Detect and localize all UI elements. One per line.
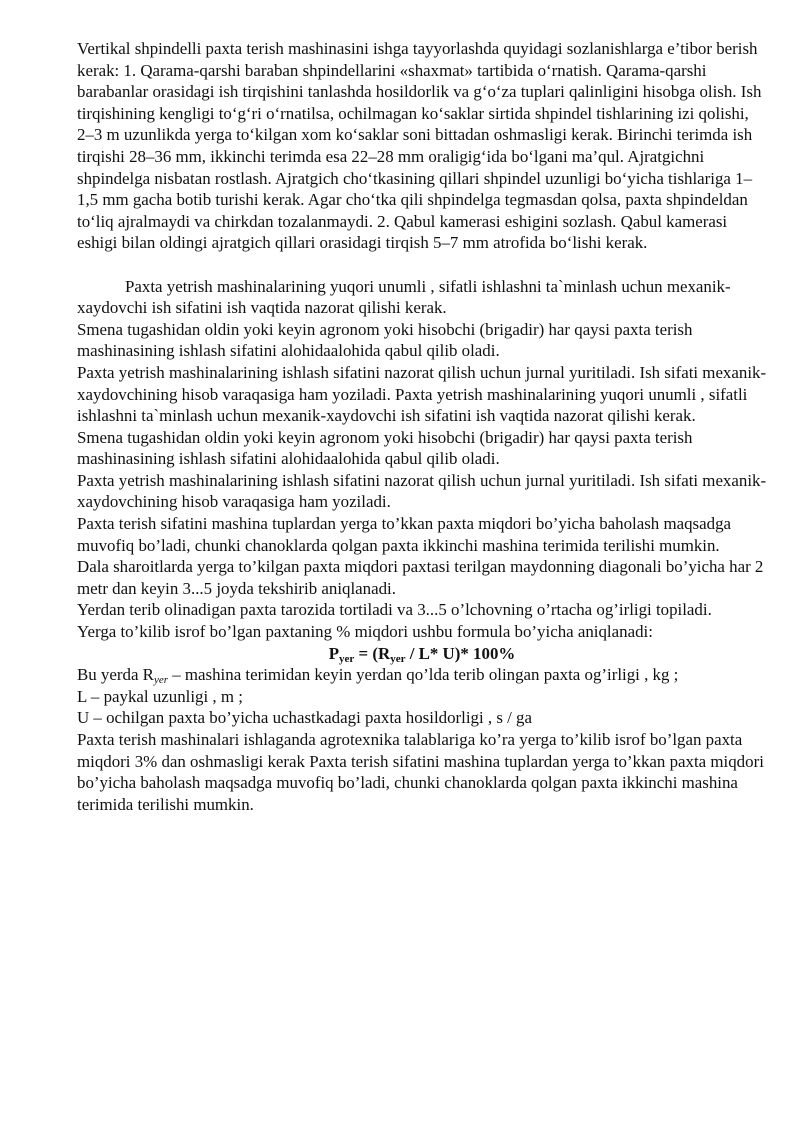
definition-r: Bu yerda $R_{yer}$ – mashina terimidan keyin yerdan qo’lda terib olingan paxta og’irligi , kg ; bbox=[77, 665, 679, 687]
paragraph-picking-quality: Paxta terish sifatini mashina tuplardan yerga to’kkan paxta miqdori bo’yicha baholash maqsadga muvofiq bo’ladi, chunki chanoklarda qolgan paxta ikkinchi mashina terimida terilishi mumkin. bbox=[77, 514, 732, 555]
formula-lhs-subscript: yer bbox=[339, 652, 355, 665]
document-page bbox=[77, 38, 767, 815]
formula-lhs: P bbox=[328, 643, 340, 663]
definition-r-symbol: R bbox=[142, 665, 154, 685]
definition-r-subscript: yer bbox=[153, 674, 168, 687]
paragraph-gap bbox=[77, 254, 767, 276]
definition-l: L – paykal uzunligi , m ; bbox=[77, 686, 243, 706]
definition-u: U – ochilgan paxta bo’yicha uchastkadagi paxta hosildorligi , s / ga bbox=[77, 708, 532, 728]
paragraph-weighing: Yerdan terib olinadigan paxta tarozida tortiladi va 3...5 o’lchovning o’rtacha og’irligi topiladi. bbox=[77, 600, 712, 620]
definition-r-text: – mashina terimidan keyin yerdan qo’lda terib olingan paxta og’irligi , kg ; bbox=[172, 665, 679, 685]
paragraph-journal: Paxta yetrish mashinalarining ishlash sifatini nazorat qilish uchun jurnal yuritiladi. Ish sifati mexanik-xaydovchining hisob varaqasiga ham yoziladi. Paxta yetrish mashinalarining yuqori unumli , sifatli ishlashni ta`minlash uchun mexanik-xaydovchi ish sifatini ish vaqtida nazorat qilishi kerak. bbox=[77, 362, 767, 426]
paragraph-shift-acceptance: Smena tugashidan oldin yoki keyin agronom yoki hisobchi (brigadir) har qaysi paxta terish mashinasining ishlash sifatini alohidaalohida qabul qilib oladi. bbox=[77, 319, 693, 361]
paragraph-formula-intro: Yerga to’kilib isrof bo’lgan paxtaning % miqdori ushbu formula bo’yicha aniqlanadi: bbox=[77, 622, 653, 642]
paragraph-field-check: Dala sharoitlarda yerga to’kilgan paxta miqdori paxtasi terilgan maydonning diagonali bo’yicha har 2 metr dan keyin 3...5 joyda tekshirib aniqlanadi. bbox=[77, 557, 764, 598]
intro-paragraph: Vertikal shpindelli paxta terish mashinasini ishga tayyorlashda quyidagi sozlanishlarga e’tibor berish kerak: 1. Qarama-qarshi baraban shpindellarini «shaxmat» tartibida o‘rnatish. Qarama-qarshi barabanlar orasidagi ish tirqishini tanlashda hosildorlik va g‘o‘za tuplari qalinligini hisobga olish. Ish tirqishining kengligi to‘g‘ri o‘rnatilsa, ochilmagan ko‘saklar sirtida shpindel tishlarining izi qolishi, 2–3 m uzunlikda yerga to‘kilgan xom ko‘saklar soni bittadan oshmasligi kerak. Birinchi terimda ish tirqishi 28–36 mm, ikkinchi terimda esa 22–28 mm oraligig‘ida bo‘lgani ma’qul. Ajratgichni shpindelga nisbatan rostlash. Ajratgich cho‘tkasining qillari shpindel uzunligi bo‘yicha tishlariga 1–1,5 mm gacha botib turishi kerak. Agar cho‘tka qili shpindelga tegmasdan qolsa, paxta shpindeldan to‘liq ajralmaydi va chirkdan tozalanmaydi. 2. Qabul kamerasi eshigini sozlash. Qabul kamerasi eshigi bilan oldingi ajratgich qillari orasidagi tirqish 5–7 mm atrofida bo‘lishi kerak. bbox=[77, 39, 762, 253]
formula-rhs-subscript: yer bbox=[390, 652, 406, 665]
formula-open: = (R bbox=[354, 643, 391, 663]
closing-paragraph: Paxta terish mashinalari ishlaganda agrotexnika talablariga ko’ra yerga to’kilib isrof bo’lgan paxta miqdori 3% dan oshmasligi kerak Paxta terish sifatini mashina tuplardan yerga to’kkan paxta miqdori bo’yicha baholash maqsadga muvofiq bo’ladi, chunki chanoklarda qolgan paxta ikkinchi mashina terimida terilishi mumkin. bbox=[77, 730, 764, 814]
paragraph-shift-acceptance-repeat: Smena tugashidan oldin yoki keyin agronom yoki hisobchi (brigadir) har qaysi paxta terish mashinasining ishlash sifatini alohidaalohida qabul qilib oladi. bbox=[77, 427, 693, 469]
formula-tail: / L* U)* 100% bbox=[405, 643, 516, 663]
paragraph-quality-control: Paxta yetrish mashinalarining yuqori unumli , sifatli ishlashni ta`minlash uchun mexanik-xaydovchi ish sifatini ish vaqtida nazorat qilishi kerak. bbox=[77, 276, 731, 318]
paragraph-journal-repeat: Paxta yetrish mashinalarining ishlash sifatini nazorat qilish uchun jurnal yuritiladi. Ish sifati mexanik-xaydovchining hisob varaqasiga ham yoziladi. bbox=[77, 470, 767, 512]
loss-formula bbox=[77, 643, 767, 665]
